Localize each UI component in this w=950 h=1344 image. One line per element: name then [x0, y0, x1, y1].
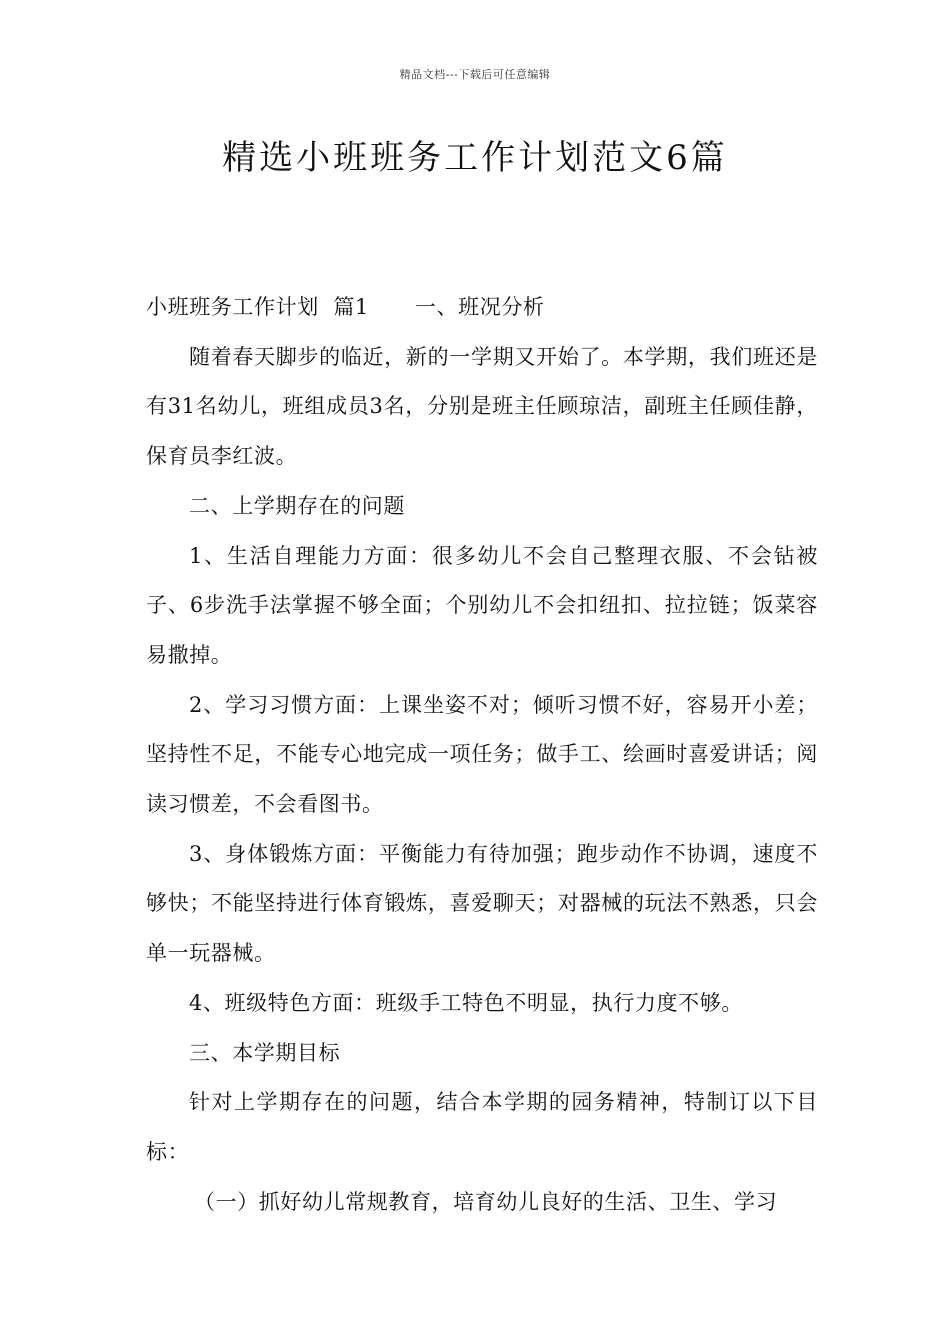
document-title: 精选小班班务工作计划范文6篇 — [222, 138, 728, 178]
paragraph-study-habits: 2、学习习惯方面：上课坐姿不对；倾听习惯不好，容易开小差；坚持性不足，不能专心地完成一项任务；做手工、绘画时喜爱讲话；阅读习惯差，不会看图书。 — [146, 692, 818, 817]
paragraph-self-care: 1、生活自理能力方面：很多幼儿不会自己整理衣服、不会钻被子、6步洗手法掌握不够全面；个别幼儿不会扣纽扣、拉拉链；饭菜容易撒掉。 — [146, 543, 818, 667]
subheading-last-term-problems: 二、上学期存在的问题 — [189, 493, 405, 518]
section-heading-line — [146, 283, 818, 333]
paragraph-goals-intro: 针对上学期存在的问题，结合本学期的园务精神，特制订以下目标： — [146, 1090, 818, 1164]
paragraph-class-feature: 4、班级特色方面：班级手工特色不明显，执行力度不够。 — [189, 990, 743, 1015]
paragraph-physical-exercise: 3、身体锻炼方面：平衡能力有待加强；跑步动作不协调，速度不够快；不能坚持进行体育锻炼，喜爱聊天；对器械的玩法不熟悉，只会单一玩器械。 — [146, 841, 818, 966]
header-note: 精品文档---下载后可任意编辑 — [399, 68, 551, 81]
section-label: 小班班务工作计划 篇1 — [146, 295, 369, 319]
paragraph-goal-one: （一）抓好幼儿常规教育，培育幼儿良好的生活、卫生、学习 — [194, 1189, 778, 1214]
paragraph-class-overview: 随着春天脚步的临近，新的一学期又开始了。本学期，我们班还是有31名幼儿，班组成员3名，分别是班主任顾琼洁，副班主任顾佳静，保育员李红波。 — [146, 344, 818, 469]
subheading-class-analysis: 一、班况分析 — [414, 295, 545, 319]
subheading-term-goals: 三、本学期目标 — [189, 1040, 341, 1065]
document-body — [146, 283, 818, 1227]
